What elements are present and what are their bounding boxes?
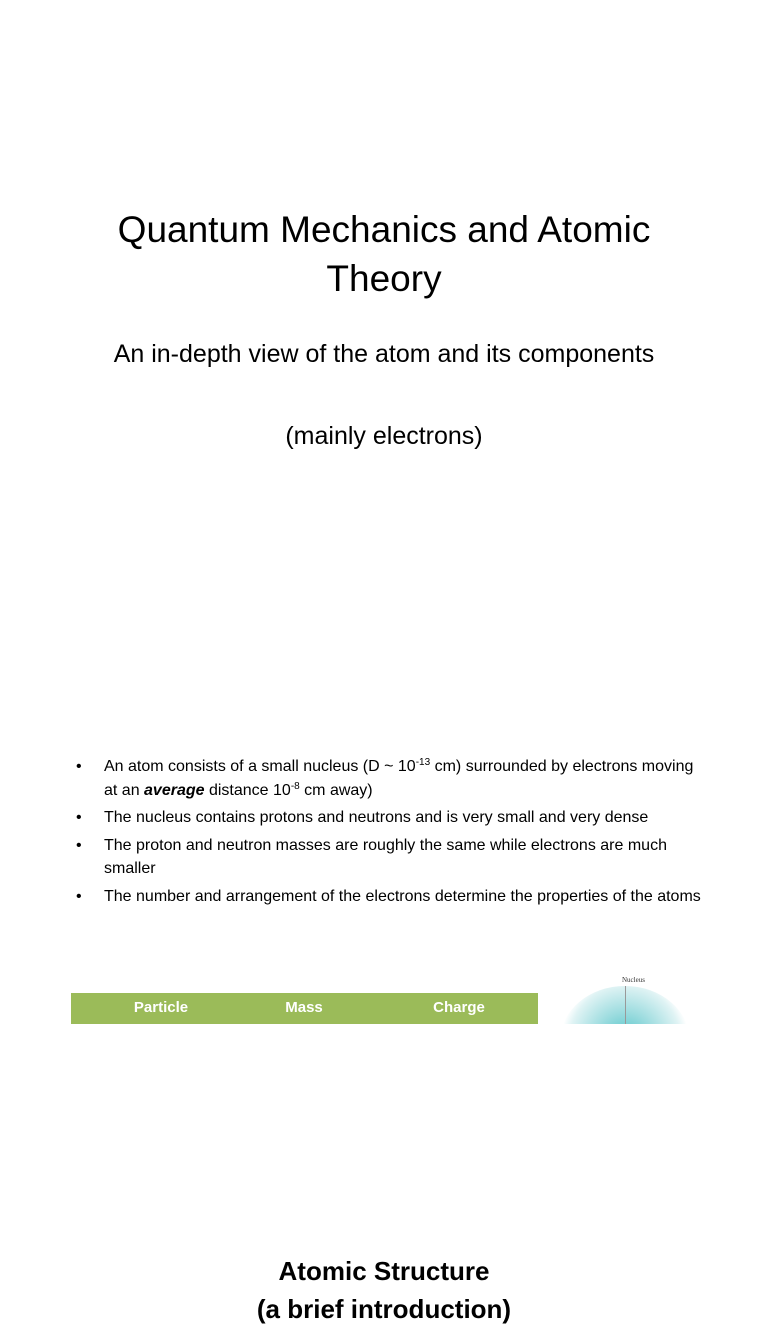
slide-heading bbox=[60, 1252, 708, 1328]
table-header-charge: Charge bbox=[433, 999, 485, 1016]
bullet-item: • The number and arrangement of the electrons determine the properties of the atoms bbox=[72, 885, 702, 909]
nucleus-pointer bbox=[625, 986, 626, 1024]
table-header-mass: Mass bbox=[285, 999, 323, 1016]
bullet-item: • An atom consists of a small nucleus (D ~ $10^{-13}$ cm) surrounded by electrons moving at an average distance $10^{-8}$ cm away) bbox=[76, 757, 694, 799]
table-header-particle: Particle bbox=[133, 999, 189, 1016]
slide-subtitle: An in-depth view of the atom and its components bbox=[113, 340, 655, 368]
slide-subtitle-note: (mainly electrons) bbox=[285, 422, 483, 450]
nucleus-label: Nucleus bbox=[622, 976, 645, 984]
bullet-icon: • bbox=[76, 887, 82, 905]
slide-heading-line1: Atomic Structure bbox=[278, 1256, 490, 1286]
bullet-item: • The nucleus contains protons and neutrons and is very small and very dense bbox=[72, 806, 702, 830]
slide-title: Quantum Mechanics and Atomic Theory bbox=[117, 209, 651, 299]
title-slide bbox=[0, 0, 768, 596]
bullet-item: • The proton and neutron masses are roughly the same while electrons are much smaller bbox=[72, 834, 702, 881]
bullet-icon: • bbox=[76, 836, 82, 854]
bullet-list bbox=[72, 755, 702, 912]
atom-diagram bbox=[560, 972, 700, 1024]
bullet-icon: • bbox=[76, 758, 82, 775]
slide-heading-line2: (a brief introduction) bbox=[256, 1294, 512, 1324]
particle-table-header bbox=[71, 993, 538, 1024]
bullet-icon: • bbox=[76, 809, 82, 826]
